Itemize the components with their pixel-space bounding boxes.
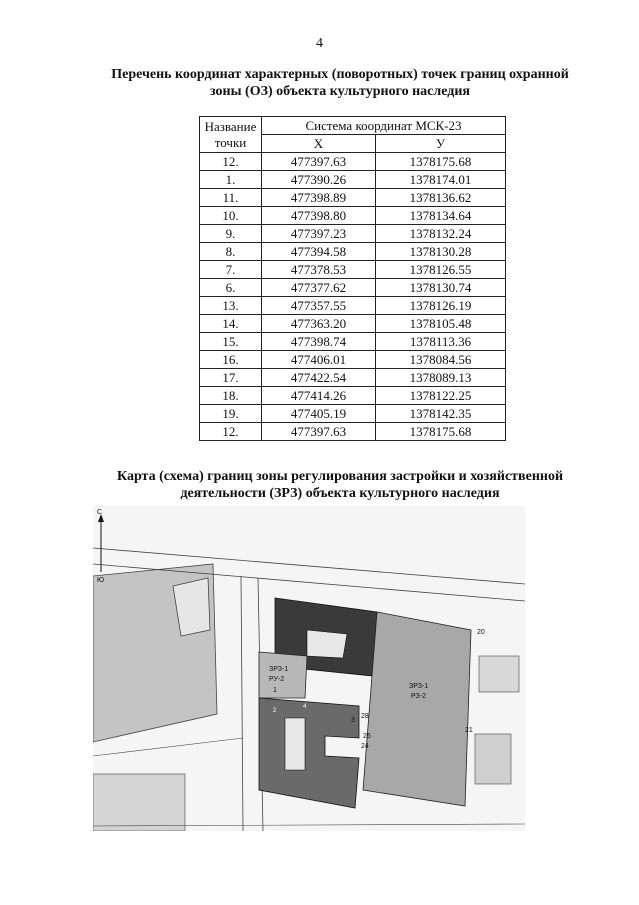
y-cell: 1378175.68	[376, 153, 506, 171]
coordinates-table	[199, 116, 506, 441]
x-cell: 477394.58	[262, 243, 376, 261]
point-name-header	[200, 117, 262, 153]
table-row	[200, 279, 506, 297]
table-row	[200, 207, 506, 225]
x-cell: 477414.26	[262, 387, 376, 405]
y-cell: 1378175.68	[376, 423, 506, 441]
point-label: 24	[361, 743, 369, 750]
point-label: 2	[273, 708, 277, 714]
y-cell: 1378136.62	[376, 189, 506, 207]
table-row	[200, 189, 506, 207]
point-name-cell: 8.	[200, 243, 262, 261]
point-name-cell: 9.	[200, 225, 262, 243]
y-cell: 1378105.48	[376, 315, 506, 333]
point-name-cell: 6.	[200, 279, 262, 297]
point-label: 21	[465, 727, 473, 734]
table-row	[200, 153, 506, 171]
x-cell: 477397.63	[262, 423, 376, 441]
table-row	[200, 423, 506, 441]
x-cell: 477397.23	[262, 225, 376, 243]
x-cell: 477397.63	[262, 153, 376, 171]
point-name-cell: 18.	[200, 387, 262, 405]
heading-line-1: Карта (схема) границ зоны регулирования застройки и хозяйственной	[116, 469, 564, 484]
heading-map	[60, 468, 620, 502]
point-name-cell: 10.	[200, 207, 262, 225]
y-cell: 1378174.01	[376, 171, 506, 189]
heading-line-2: деятельности (ЗРЗ) объекта культурного наследия	[180, 486, 500, 501]
compass-south-label: Ю	[97, 577, 105, 584]
y-cell: 1378132.24	[376, 225, 506, 243]
x-cell: 477398.80	[262, 207, 376, 225]
x-cell: 477398.89	[262, 189, 376, 207]
point-name-cell: 15.	[200, 333, 262, 351]
zone-b-label-2: РЗ-2	[411, 693, 426, 700]
table-row	[200, 225, 506, 243]
y-column-header: У	[376, 135, 506, 153]
heading-line-2: зоны (ОЗ) объекта культурного наследия	[210, 84, 470, 99]
point-name-cell: 16.	[200, 351, 262, 369]
y-cell: 1378130.28	[376, 243, 506, 261]
x-cell: 477377.62	[262, 279, 376, 297]
point-label: 1	[273, 687, 277, 694]
table-row	[200, 243, 506, 261]
x-cell: 477406.01	[262, 351, 376, 369]
point-label: 28	[361, 713, 369, 720]
x-cell: 477422.54	[262, 369, 376, 387]
heading-coordinates-list	[60, 66, 620, 100]
coordinate-system-header: Система координат МСК-23	[262, 117, 506, 135]
point-label: 3	[351, 717, 355, 724]
light-zone-left	[259, 652, 307, 698]
right-building-2	[475, 734, 511, 784]
table-row	[200, 171, 506, 189]
heading-line-1: Перечень координат характерных (поворотных) точек границ охранной	[111, 67, 569, 82]
table-header-row-1	[200, 117, 506, 135]
page-number: 4	[316, 36, 323, 51]
x-cell: 477357.55	[262, 297, 376, 315]
zone-a-label-1: ЗРЗ-1	[269, 666, 289, 673]
point-name-cell: 12.	[200, 153, 262, 171]
y-cell: 1378126.19	[376, 297, 506, 315]
table-row	[200, 387, 506, 405]
table-row	[200, 333, 506, 351]
x-cell: 477363.20	[262, 315, 376, 333]
bottom-left-building	[93, 774, 185, 831]
dark-zone-courtyard	[307, 630, 347, 658]
x-cell: 477405.19	[262, 405, 376, 423]
point-name-cell: 14.	[200, 315, 262, 333]
point-name-cell: 1.	[200, 171, 262, 189]
table-row	[200, 315, 506, 333]
point-name-cell: 11.	[200, 189, 262, 207]
point-label: 4	[303, 704, 307, 710]
table-row	[200, 405, 506, 423]
point-name-cell: 13.	[200, 297, 262, 315]
table-row	[200, 351, 506, 369]
y-cell: 1378122.25	[376, 387, 506, 405]
table-row	[200, 297, 506, 315]
medium-zone-courtyard	[285, 718, 305, 770]
point-label: 25	[363, 733, 371, 740]
zone-map	[93, 506, 525, 831]
point-label: 20	[477, 629, 485, 636]
point-name-cell: 17.	[200, 369, 262, 387]
zone-b-label-1: ЗРЗ-1	[409, 683, 429, 690]
x-cell: 477398.74	[262, 333, 376, 351]
zone-map-svg	[93, 506, 525, 831]
point-name-cell: 12.	[200, 423, 262, 441]
table-row	[200, 369, 506, 387]
y-cell: 1378084.56	[376, 351, 506, 369]
x-cell: 477378.53	[262, 261, 376, 279]
point-name-cell: 19.	[200, 405, 262, 423]
y-cell: 1378113.36	[376, 333, 506, 351]
right-building-1	[479, 656, 519, 692]
y-cell: 1378130.74	[376, 279, 506, 297]
x-cell: 477390.26	[262, 171, 376, 189]
y-cell: 1378134.64	[376, 207, 506, 225]
y-cell: 1378089.13	[376, 369, 506, 387]
y-cell: 1378126.55	[376, 261, 506, 279]
compass-north-label: С	[97, 509, 103, 516]
point-name-header-line-2: точки	[214, 134, 247, 150]
point-name-cell: 7.	[200, 261, 262, 279]
y-cell: 1378142.35	[376, 405, 506, 423]
zone-a-label-2: РУ-2	[269, 676, 285, 683]
point-name-header-line-1: Название	[204, 118, 257, 134]
table-row	[200, 261, 506, 279]
light-zone-right	[363, 612, 471, 806]
x-column-header: Х	[262, 135, 376, 153]
